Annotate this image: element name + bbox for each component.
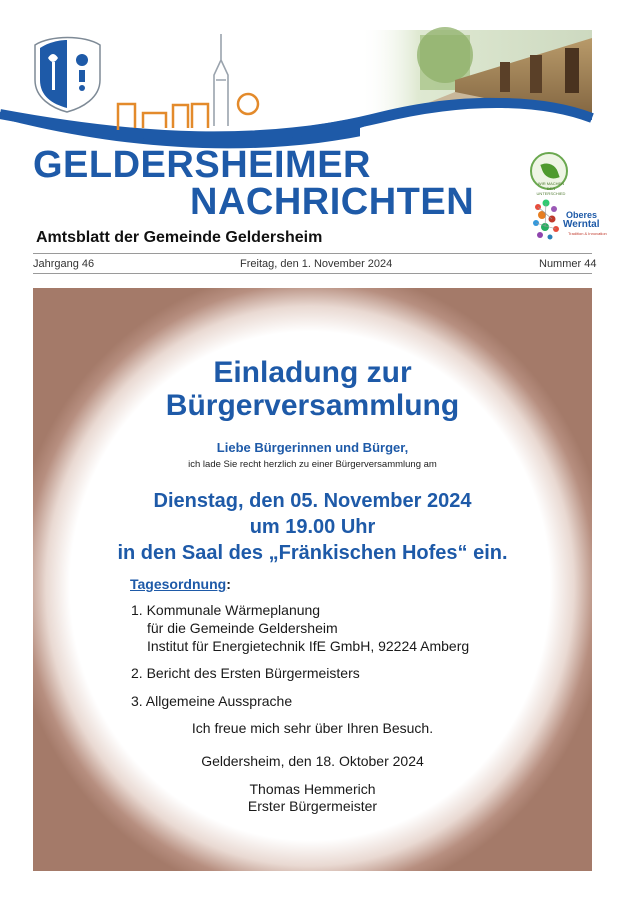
agenda-heading-text: Tagesordnung	[130, 576, 227, 592]
coat-of-arms-logo	[35, 38, 100, 113]
issue-date: Freitag, den 1. November 2024	[240, 258, 393, 270]
greeting: Liebe Bürgerinnen und Bürger,	[216, 440, 409, 455]
region-logo-tagline: Tradition & Innovation	[568, 231, 607, 236]
agenda-item-detail: Institut für Energietechnik IfE GmbH, 92224 Amberg	[147, 638, 470, 654]
signer-title: Erster Bürgermeister	[247, 798, 378, 814]
agenda-heading-colon: :	[226, 576, 231, 592]
signer-name: Thomas Hemmerich	[249, 781, 376, 797]
church-spire-drawing	[214, 34, 228, 126]
event-venue: in den Saal des „Fränkischen Hofes“ ein.	[117, 542, 508, 564]
invitation-heading-line1: Einladung zur	[213, 356, 412, 389]
agenda-item: 2. Bericht des Ersten Bürgermeisters	[131, 665, 360, 681]
skyline-drawing	[118, 104, 208, 130]
masthead-subtitle: Amtsblatt der Gemeinde Geldersheim	[36, 229, 323, 246]
issue-volume: Jahrgang 46	[33, 258, 95, 270]
masthead-title-line1: GELDERSHEIMER	[33, 144, 371, 186]
event-date: Dienstag, den 05. November 2024	[153, 490, 472, 512]
event-time: um 19.00 Uhr	[249, 516, 376, 538]
closing-text: Ich freue mich sehr über Ihren Besuch.	[191, 720, 434, 736]
invitation-heading-line2: Bürgerversammlung	[165, 389, 460, 422]
top-divider	[33, 253, 592, 254]
agenda-item: 1. Kommunale Wärmeplanung	[131, 602, 321, 618]
place-and-date: Geldersheim, den 18. Oktober 2024	[201, 753, 424, 769]
intro-text: ich lade Sie recht herzlich zu einer Bürgerversammlung am	[188, 459, 437, 470]
agenda-item-detail: für die Gemeinde Geldersheim	[147, 620, 338, 636]
issue-number: Nummer 44	[539, 258, 597, 270]
region-logo-line1: Oberes	[566, 210, 598, 220]
sustainability-badge-logo	[530, 152, 568, 196]
header-artwork	[0, 0, 625, 150]
badge-text: WIR MACHEN DEN UNTERSCHIED	[536, 181, 566, 196]
leaf-icon	[540, 160, 559, 182]
agenda-heading	[130, 576, 231, 592]
masthead-title-line2: NACHRICHTEN	[190, 181, 475, 223]
bottom-divider	[33, 273, 592, 274]
region-logo-line2: Werntal	[563, 219, 600, 230]
agenda-item: 3. Allgemeine Aussprache	[131, 693, 293, 709]
